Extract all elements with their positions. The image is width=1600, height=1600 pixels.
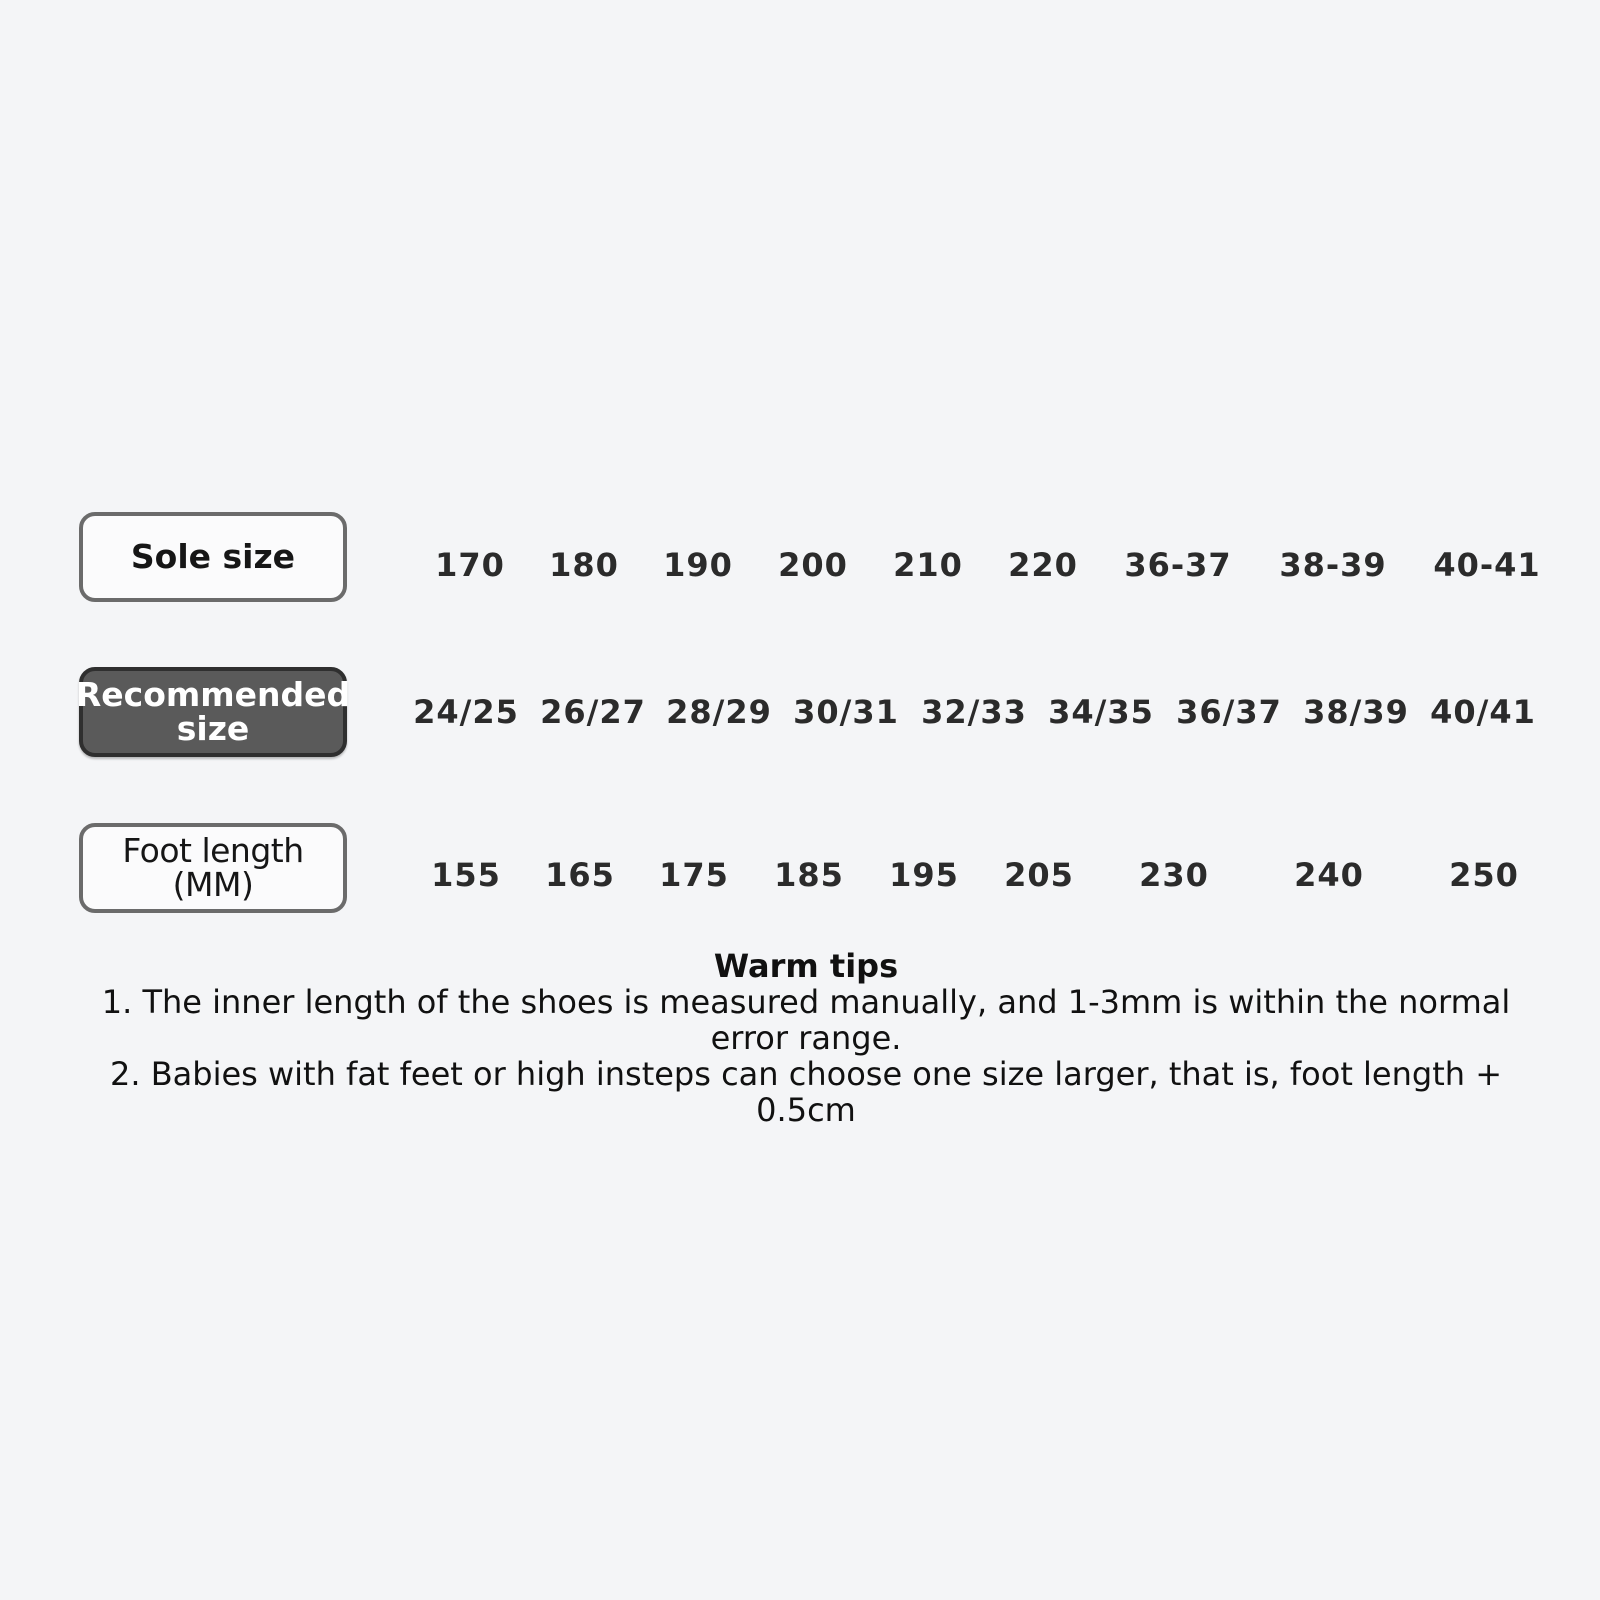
sole-size-cell: 210 [893, 546, 963, 584]
recommended-size-cell: 32/33 [921, 693, 1027, 731]
foot-length-cell: 230 [1139, 856, 1209, 894]
foot-length-cell: 165 [545, 856, 615, 894]
sole-size-cell: 36-37 [1124, 546, 1232, 584]
sole-size-cell: 38-39 [1279, 546, 1387, 584]
sole-size-cell: 200 [778, 546, 848, 584]
sole-size-cell: 190 [663, 546, 733, 584]
recommended-size-cell: 24/25 [413, 693, 519, 731]
recommended-size-cell: 26/27 [540, 693, 646, 731]
row-label-foot-length: Foot length (MM) [79, 823, 347, 913]
recommended-size-cell: 28/29 [666, 693, 772, 731]
row-label-recommended-size: Recommended size [79, 667, 347, 757]
warm-tips-title: Warm tips [713, 947, 899, 985]
foot-length-cell: 205 [1004, 856, 1074, 894]
recommended-size-cell: 36/37 [1176, 693, 1282, 731]
sole-size-cell: 220 [1008, 546, 1078, 584]
foot-length-cell: 155 [431, 856, 501, 894]
foot-length-cell: 240 [1294, 856, 1364, 894]
recommended-size-cell: 34/35 [1048, 693, 1154, 731]
recommended-size-cell: 38/39 [1303, 693, 1409, 731]
foot-length-cell: 175 [659, 856, 729, 894]
foot-length-cell: 185 [774, 856, 844, 894]
recommended-size-cell: 40/41 [1430, 693, 1536, 731]
warm-tips [80, 948, 1532, 1128]
foot-length-cell: 195 [889, 856, 959, 894]
foot-length-cell: 250 [1449, 856, 1519, 894]
warm-tip-item: 1. The inner length of the shoes is measured manually, and 1-3mm is within the normal error range. [101, 983, 1511, 1057]
sole-size-cell: 170 [435, 546, 505, 584]
sole-size-cell: 40-41 [1433, 546, 1541, 584]
recommended-size-cell: 30/31 [793, 693, 899, 731]
warm-tip-item: 2. Babies with fat feet or high insteps can choose one size larger, that is, foot length + 0.5cm [109, 1055, 1503, 1129]
sole-size-cell: 180 [549, 546, 619, 584]
row-label-sole-size: Sole size [79, 512, 347, 602]
